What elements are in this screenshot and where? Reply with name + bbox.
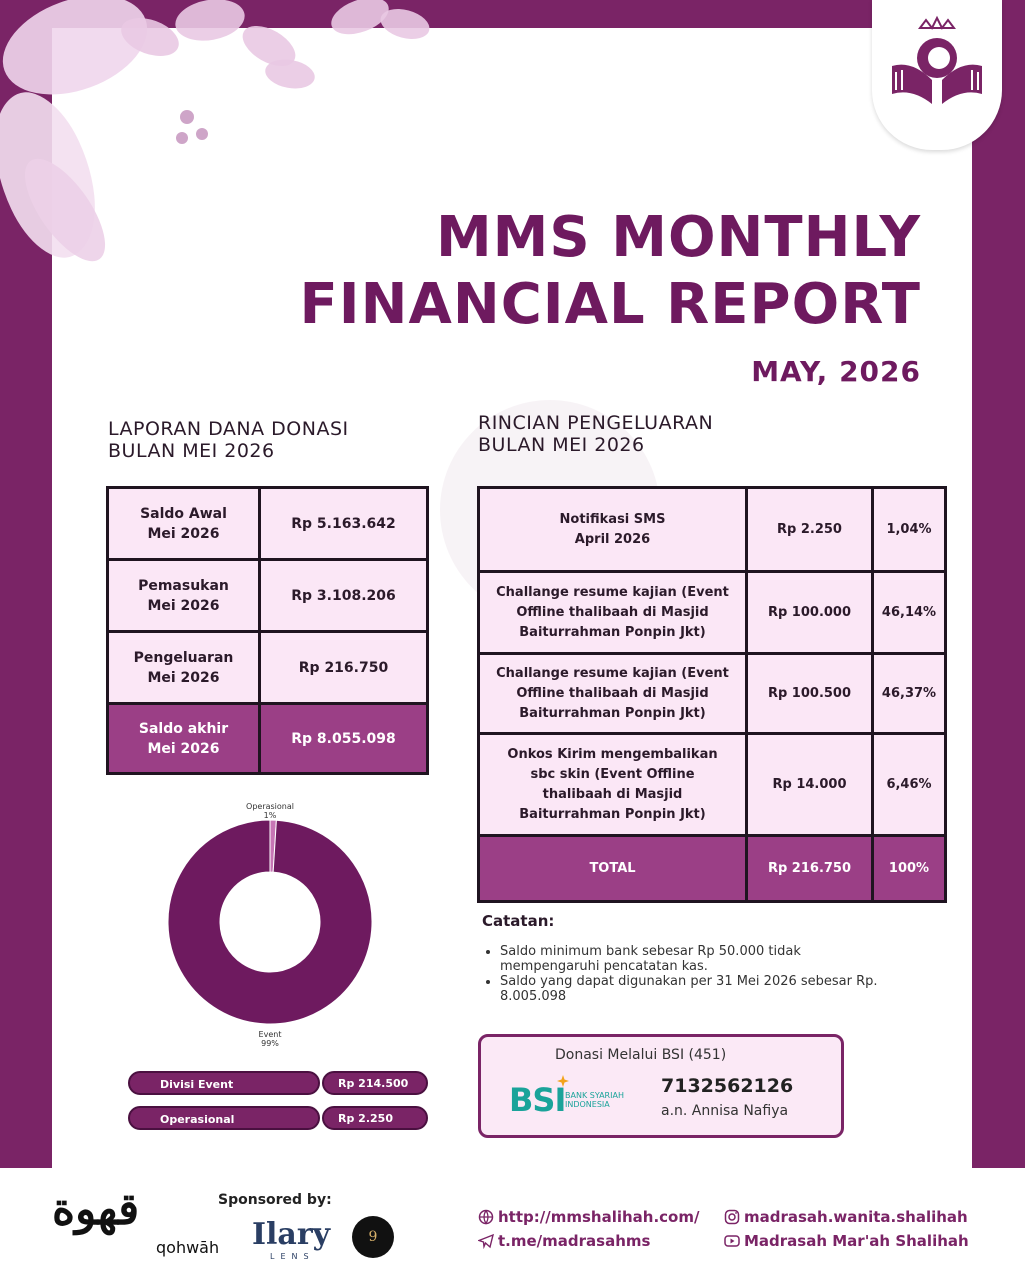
donation-heading-line1: LAPORAN DANA DONASI: [108, 418, 349, 440]
chart-label-event: Event 99%: [258, 1030, 282, 1048]
table-row: [108, 560, 428, 632]
report-title-line1: MMS MONTHLY: [435, 205, 921, 270]
table-row: [108, 704, 428, 774]
donut-svg: [160, 800, 380, 1060]
qohwah-logo: قهوة: [52, 1184, 140, 1235]
instagram-icon: [724, 1209, 740, 1225]
expense-amount: Rp 100.000: [747, 572, 873, 654]
notes-list: [500, 944, 880, 1004]
telegram-icon: [478, 1233, 494, 1249]
table-row: [479, 572, 946, 654]
table-row: [479, 488, 946, 572]
table-row: [479, 836, 946, 902]
notes-heading: Catatan:: [482, 912, 555, 930]
expense-percent: 46,37%: [873, 654, 946, 734]
bank-account-holder: a.n. Annisa Nafiya: [661, 1103, 789, 1119]
table-row: [108, 488, 428, 560]
division-event-value: Rp 214.500: [322, 1071, 428, 1095]
expense-percent: 1,04%: [873, 488, 946, 572]
donation-label: Pengeluaran Mei 2026: [108, 632, 260, 704]
donation-value: Rp 216.750: [260, 632, 428, 704]
youtube-text: Madrasah Mar'ah Shalihah: [744, 1232, 969, 1250]
table-row: [479, 654, 946, 734]
expense-donut-chart: [160, 800, 380, 1060]
donation-heading-line2: BULAN MEI 2026: [108, 440, 275, 462]
donut-slice-event: [168, 820, 372, 1024]
bsi-logo: BSI: [509, 1081, 566, 1119]
chart-label-operasional: Operasional 1%: [246, 802, 294, 820]
expense-amount: Rp 2.250: [747, 488, 873, 572]
instagram-text: madrasah.wanita.shalihah: [744, 1208, 968, 1226]
table-row: [108, 632, 428, 704]
youtube-link[interactable]: [724, 1232, 969, 1250]
expenses-heading-line1: RINCIAN PENGELUARAN: [478, 412, 714, 434]
ilary-logo-sub: LENS: [270, 1252, 315, 1261]
note-item: • Saldo yang dapat digunakan per 31 Mei 2026 sebesar Rp. 8.005.098: [500, 974, 880, 1004]
bsi-logo-subtitle: BANK SYARIAH INDONESIA: [565, 1091, 624, 1109]
ilary-logo: Ilary: [252, 1217, 331, 1252]
globe-icon: [478, 1209, 494, 1225]
donation-heading: [108, 418, 349, 462]
donation-label: Pemasukan Mei 2026: [108, 560, 260, 632]
youtube-icon: [724, 1233, 740, 1249]
bank-title: Donasi Melalui BSI (451): [555, 1047, 727, 1063]
expense-percent: 6,46%: [873, 734, 946, 836]
report-title-line2: FINANCIAL REPORT: [299, 272, 921, 337]
donation-label: Saldo Awal Mei 2026: [108, 488, 260, 560]
report-period: MAY, 2026: [751, 355, 921, 388]
expense-item: Challange resume kajian (Event Offline thalibaah di Masjid Baiturrahman Ponpin Jkt): [479, 572, 747, 654]
note-item: • Saldo minimum bank sebesar Rp 50.000 tidak mempengaruhi pencatatan kas.: [500, 944, 880, 974]
expense-amount: Rp 14.000: [747, 734, 873, 836]
donation-value: Rp 3.108.206: [260, 560, 428, 632]
table-row: [479, 734, 946, 836]
expense-total-percent: 100%: [873, 836, 946, 902]
expenses-table: [477, 486, 947, 903]
website-link[interactable]: [478, 1208, 699, 1226]
sponsored-by-label: Sponsored by:: [218, 1192, 332, 1208]
expenses-heading: [478, 412, 713, 456]
telegram-link[interactable]: [478, 1232, 650, 1250]
sponsor-badge-logo: 9: [352, 1216, 394, 1258]
crown-book-logo-icon: [872, 0, 1002, 150]
donation-label: Saldo akhir Mei 2026: [108, 704, 260, 774]
expense-total-amount: Rp 216.750: [747, 836, 873, 902]
expense-amount: Rp 100.500: [747, 654, 873, 734]
donation-value: Rp 8.055.098: [260, 704, 428, 774]
instagram-link[interactable]: [724, 1208, 968, 1226]
website-text: http://mmshalihah.com/: [498, 1208, 700, 1226]
expenses-heading-line2: BULAN MEI 2026: [478, 434, 645, 456]
donation-table: [106, 486, 429, 775]
bank-account-number: 7132562126: [661, 1075, 794, 1097]
qohwah-logo-text: qohwāh: [156, 1238, 220, 1257]
expense-percent: 46,14%: [873, 572, 946, 654]
telegram-text: t.me/madrasahms: [498, 1232, 651, 1250]
expense-item: Onkos Kirim mengembalikan sbc skin (Event Offline thalibaah di Masjid Baiturrahman Ponpin Jkt): [479, 734, 747, 836]
expense-item: Notifikasi SMS April 2026: [479, 488, 747, 572]
bsi-star-icon: [557, 1075, 569, 1087]
logo-badge: [872, 0, 1002, 150]
footer: [0, 1168, 1025, 1280]
division-operasional-label: Operasional: [128, 1106, 320, 1130]
division-event-label: Divisi Event: [128, 1071, 320, 1095]
expense-total-label: TOTAL: [479, 836, 747, 902]
bank-donation-box: [478, 1034, 844, 1138]
expense-item: Challange resume kajian (Event Offline thalibaah di Masjid Baiturrahman Ponpin Jkt): [479, 654, 747, 734]
donation-value: Rp 5.163.642: [260, 488, 428, 560]
division-operasional-value: Rp 2.250: [322, 1106, 428, 1130]
